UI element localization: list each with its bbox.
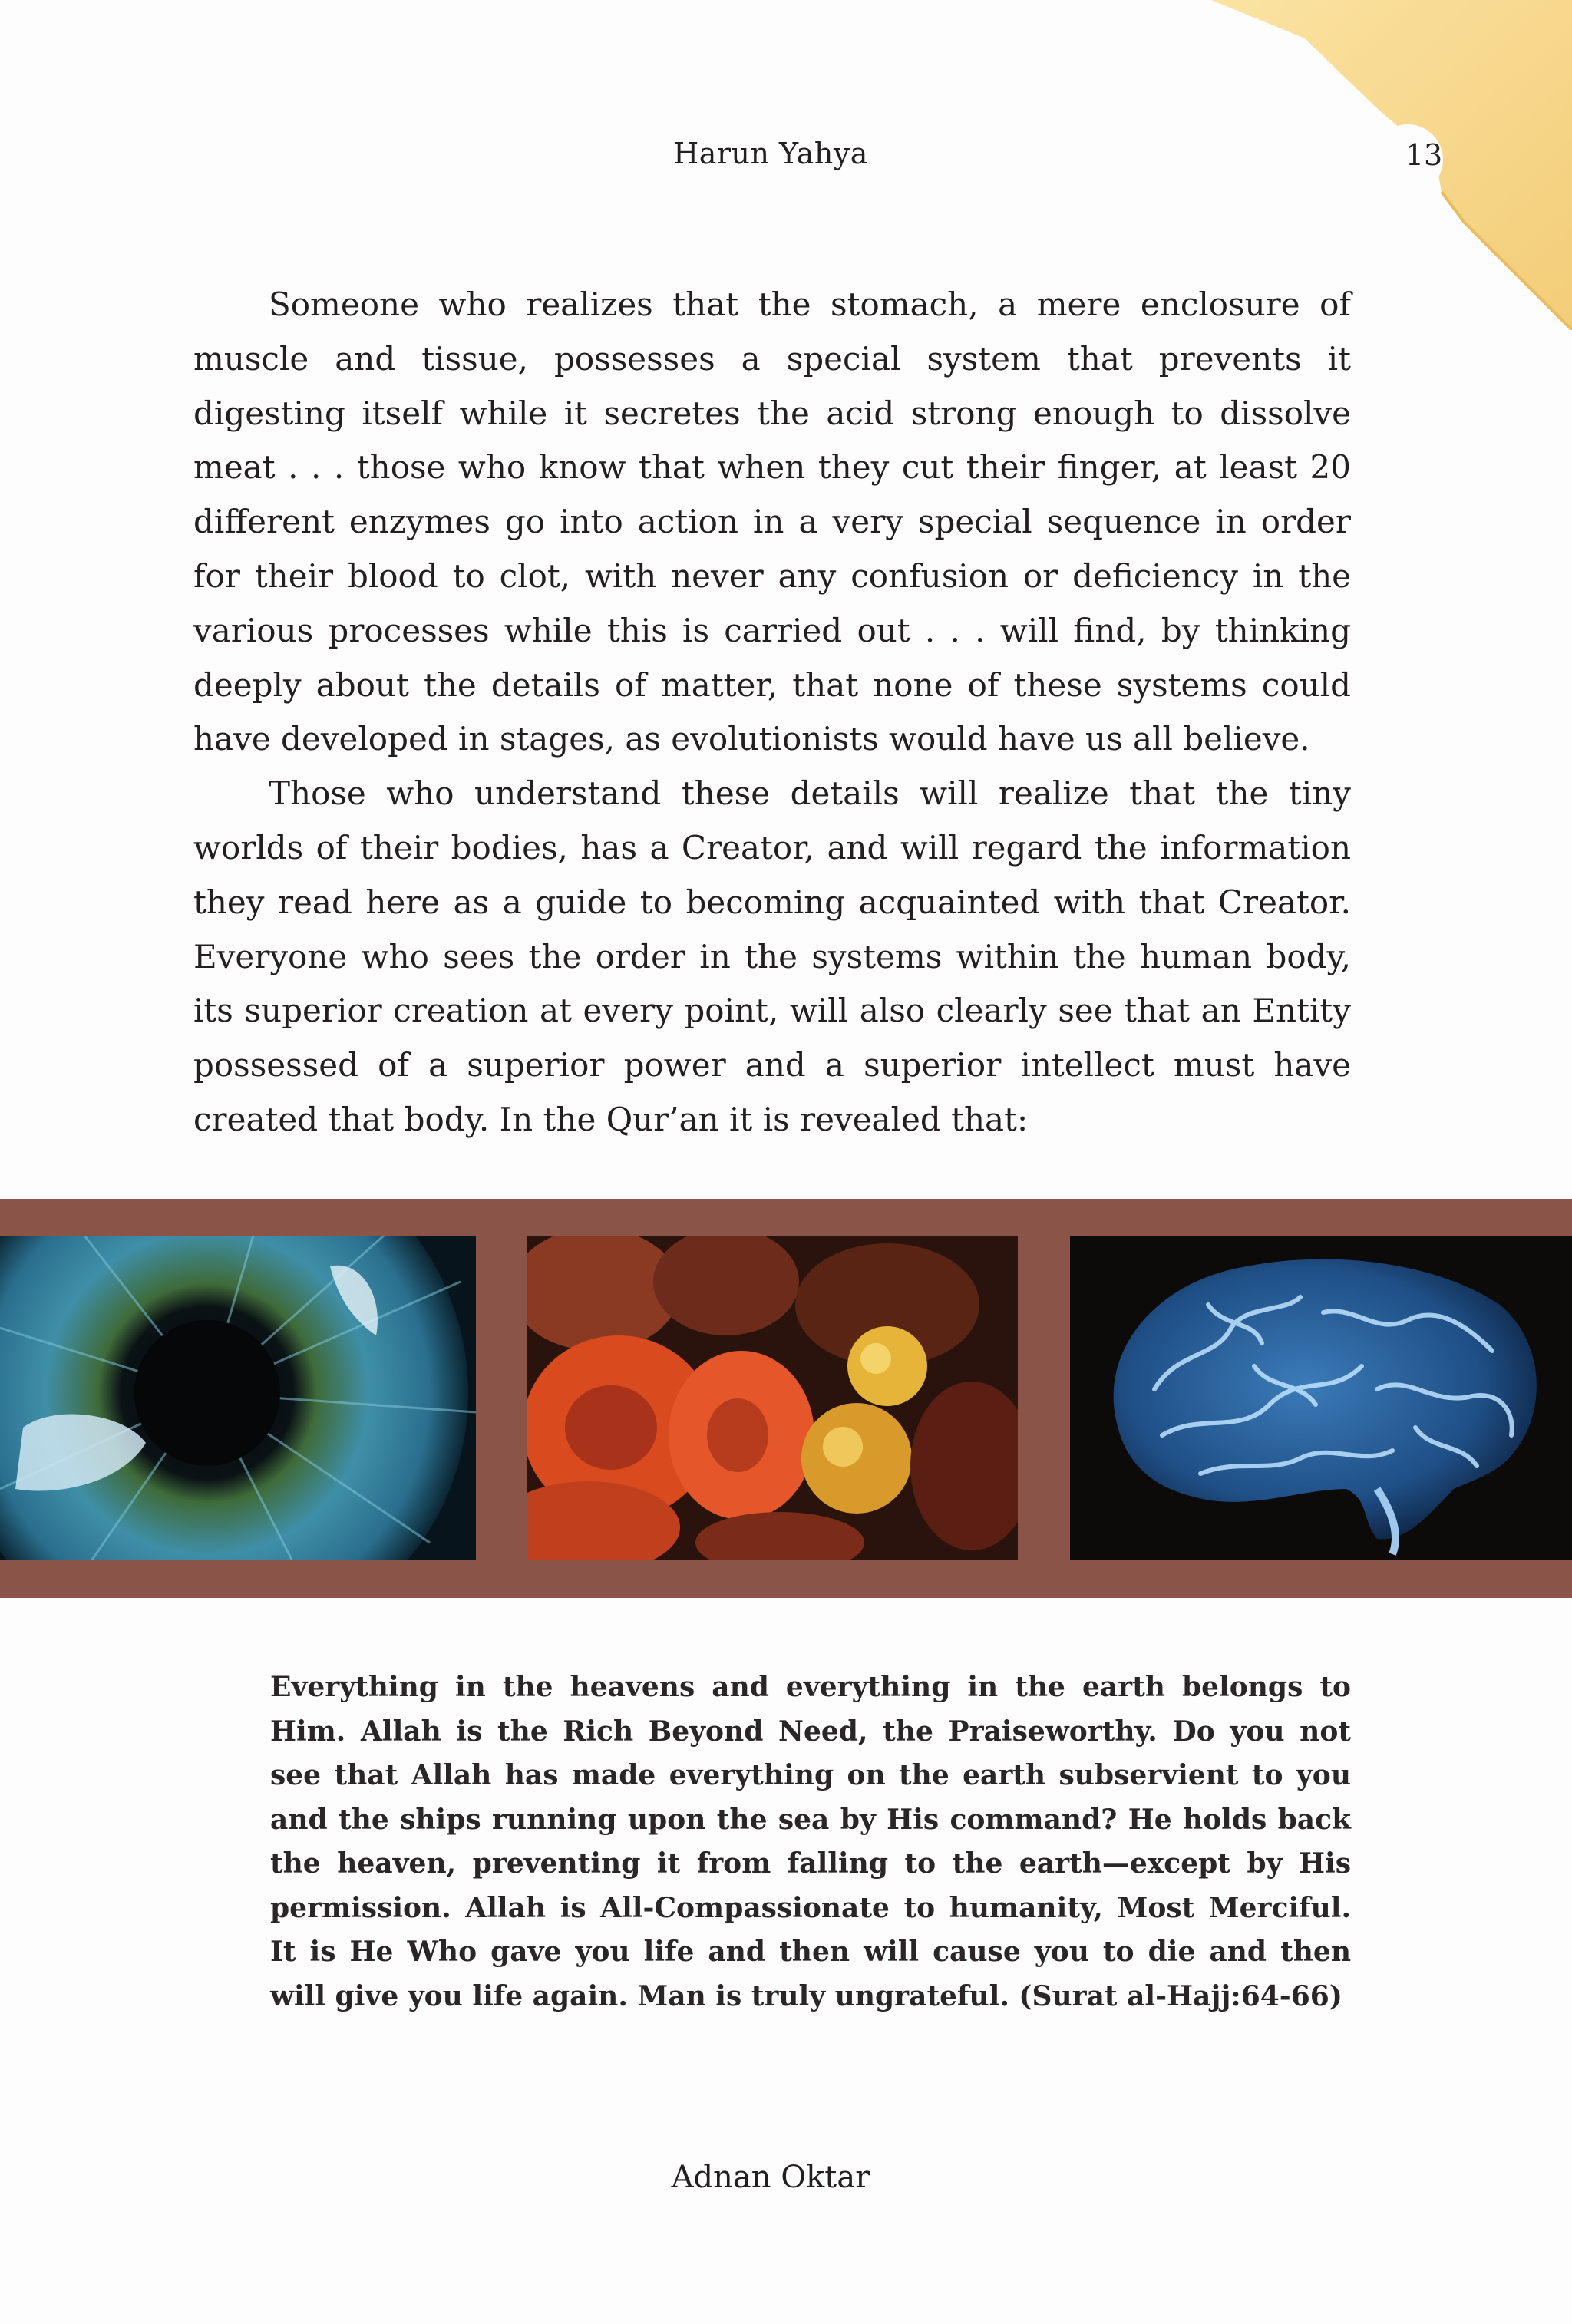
- brain-photo: [1070, 1236, 1572, 1560]
- image-strip: [0, 1199, 1572, 1598]
- quran-quote: Everything in the heavens and everything in the earth belongs to Him. Allah is the Rich Beyond Need, the Praiseworthy. Do you not see that Allah has made everything on the earth subservient to you and the ships running upon the sea by His command? He holds back the heaven, preventing it from falling to the earth—except by His permission. Allah is All-Compassionate to humanity, Most Merciful. It is He Who gave you life and then will cause you to die and then will give you life again. Man is truly ungrateful. (Surat al-Hajj:64-66): [270, 1671, 1351, 2012]
- body-text: [193, 278, 1351, 1147]
- blood-cells-photo: [527, 1236, 1018, 1560]
- paragraph: Those who understand these details will realize that the tiny worlds of their bodies, has a Creator, and will regard the information they read here as a guide to becoming acquainted with that Creator. Everyone who sees the order in the systems within the human body, its superior creation at every point, will also clearly see that an Entity possessed of a superior power and a superior intellect must have created that body. In the Qur’an it is revealed that:: [193, 774, 1351, 1138]
- running-footer: Adnan Oktar: [671, 2160, 870, 2195]
- running-header: Harun Yahya: [673, 137, 868, 170]
- page-number: 13: [1405, 138, 1443, 172]
- eye-iris-photo: [0, 1236, 476, 1560]
- paragraph: Someone who realizes that the stomach, a mere enclosure of muscle and tissue, possesses a special system that prevents it digesting itself while it secretes the acid strong enough to dissolve meat . . . those who know that when they cut their finger, at least 20 different enzymes go into action in a very special sequence in order for their blood to clot, with never any confusion or deficiency in the various processes while this is carried out . . . will find, by thinking deeply about the details of matter, that none of these systems could have developed in stages, as evolutionists would have us all believe.: [193, 286, 1351, 758]
